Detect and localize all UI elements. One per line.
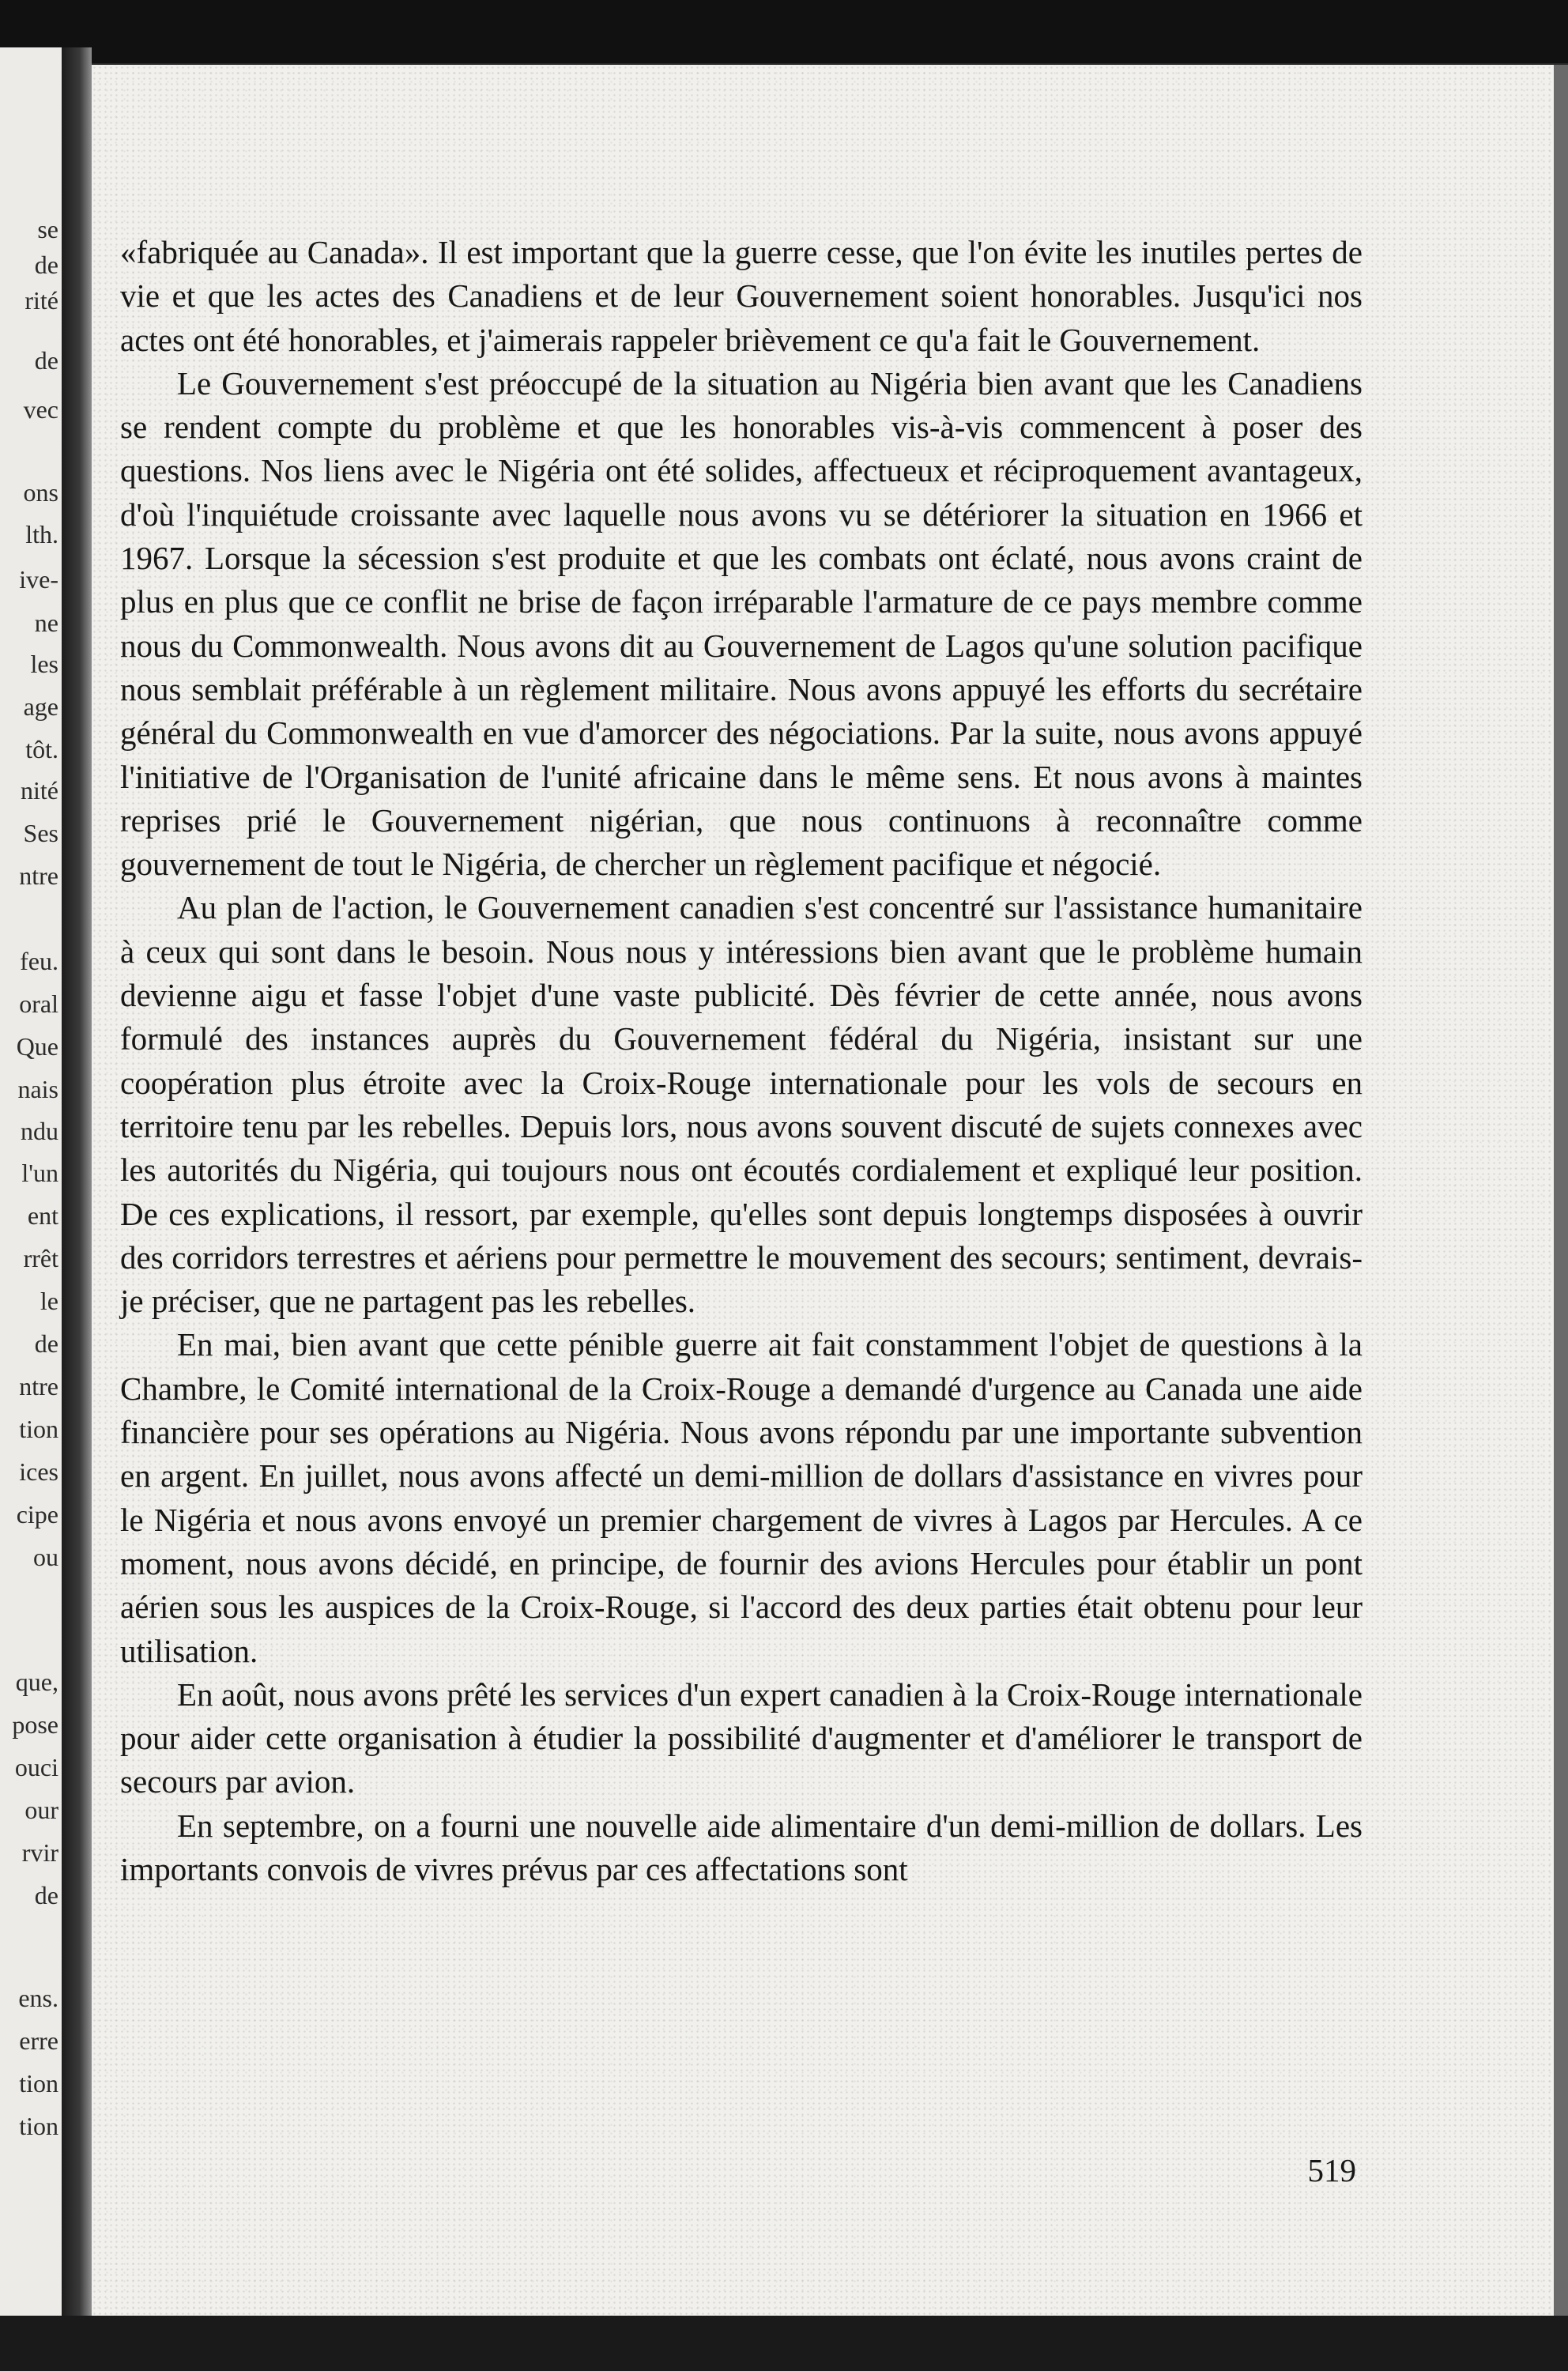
scanner-border-top	[0, 0, 1568, 63]
facing-page-fragment	[0, 47, 62, 2324]
facing-text-fragment: ouci	[14, 1753, 58, 1781]
book-gutter-shadow	[62, 47, 92, 2324]
facing-text-fragment: de	[34, 1881, 58, 1909]
facing-text-fragment: erre	[19, 2026, 58, 2055]
facing-text-fragment: ons	[23, 478, 58, 507]
facing-text-fragment: de	[34, 346, 58, 375]
body-text	[120, 231, 1363, 1891]
facing-text-fragment: rrêt	[23, 1244, 58, 1272]
facing-text-fragment: les	[30, 650, 58, 678]
facing-text-fragment: ou	[33, 1543, 58, 1571]
page-right-edge	[1554, 65, 1568, 2317]
facing-text-fragment: feu.	[20, 947, 58, 975]
facing-text-fragment: ens.	[18, 1984, 58, 2012]
facing-text-fragment: tion	[19, 2112, 58, 2140]
facing-text-fragment: ne	[34, 609, 58, 637]
facing-text-fragment: tôt.	[25, 735, 58, 763]
facing-text-fragment: ndu	[21, 1117, 58, 1145]
paragraph: En mai, bien avant que cette pénible guerre ait fait constamment l'objet de questions à la Chambre, le Comité international de la Croix-Rouge a demandé d'urgence au Canada une aide financière pour ses opérations au Nigéria. Nous avons répondu par une importante subvention en argent. En juillet, nous avons affecté un demi-million de dollars d'assistance en vivres pour le Nigéria et nous avons envoyé un premier chargement de vivres à Lagos par Hercules. A ce moment, nous avons décidé, en principe, de fournir des avions Hercules pour établir un pont aérien sous les auspices de la Croix-Rouge, si l'accord des deux parties était obtenu pour leur utilisation.	[120, 1326, 1363, 1669]
facing-text-fragment: Ses	[23, 819, 58, 847]
paragraph: Le Gouvernement s'est préoccupé de la situation au Nigéria bien avant que les Canadiens se rendent compte du problème et que les honorables vis-à-vis commencent à poser des questions. Nos liens avec le Nigéria ont été solides, affectueux et réciproquement avantageux, d'où l'inquiétude croissante avec laquelle nous avons vu se détériorer la situation en 1966 et 1967. Lorsque la sécession s'est produite et que les combats ont éclaté, nous avons craint de plus en plus que ce conflit ne brise de façon irréparable l'armature de ce pays membre comme nous du Commonwealth. Nous avons dit au Gouvernement de Lagos qu'une solution pacifique nous semblait préférable à un règlement militaire. Nous avons appuyé les efforts du secrétaire général du Commonwealth en vue d'amorcer des négociations. Par la suite, nous avons appuyé l'initiative de l'Organisation de l'unité africaine dans le même sens. Et nous avons à maintes reprises prié le Gouvernement nigérian, que nous continuons à reconnaître comme gouvernement de tout le Nigéria, de chercher un règlement pacifique et négocié.	[120, 364, 1363, 883]
facing-text-fragment: pose	[12, 1710, 58, 1739]
facing-text-fragment: ent	[27, 1201, 58, 1230]
facing-text-fragment: ntre	[19, 1372, 58, 1400]
facing-text-fragment: ive-	[19, 565, 58, 594]
facing-text-fragment: age	[23, 692, 58, 721]
facing-text-fragment: le	[40, 1287, 58, 1315]
facing-text-fragment: vec	[23, 395, 58, 424]
paragraph: En août, nous avons prêté les services d'un expert canadien à la Croix-Rouge internationale pour aider cette organisation à étudier la possibilité d'augmenter et d'améliorer le transport de secours par avion.	[120, 1676, 1363, 1800]
facing-text-fragment: que,	[15, 1668, 58, 1696]
facing-text-fragment: nité	[21, 776, 58, 805]
facing-text-fragment: our	[24, 1796, 58, 1824]
facing-text-fragment: tion	[19, 1415, 58, 1443]
paragraph: En septembre, on a fourni une nouvelle aide alimentaire d'un demi-million de dollars. Les importants convois de vivres prévus par ces affectations sont	[120, 1807, 1363, 1887]
paragraph: Au plan de l'action, le Gouvernement canadien s'est concentré sur l'assistance humanitaire à ceux qui sont dans le besoin. Nous nous y intéressions bien avant que le problème humain devienne aigu et fasse l'objet d'une vaste publicité. Dès février de cette année, nous avons formulé des instances auprès du Gouvernement fédéral du Nigéria, insistant sur une coopération plus étroite avec la Croix-Rouge internationale pour les vols de secours en territoire tenu par les rebelles. Depuis lors, nous avons souvent discuté de sujets connexes avec les autorités du Nigéria, qui toujours nous ont écoutés cordialement et expliqué leur position. De ces explications, il ressort, par exemple, qu'elles sont depuis longtemps disposées à ouvrir des corridors terrestres et aériens pour permettre le mouvement des secours; sentiment, devrais-je préciser, que ne partagent pas les rebelles.	[120, 889, 1363, 1320]
facing-text-fragment: oral	[19, 989, 58, 1018]
facing-text-fragment: rité	[24, 286, 58, 315]
facing-text-fragment: ntre	[19, 861, 58, 890]
book-page	[92, 65, 1554, 2317]
scanner-border-bottom	[0, 2316, 1568, 2371]
facing-text-fragment: cipe	[16, 1500, 58, 1529]
facing-text-fragment: de	[34, 1329, 58, 1358]
facing-text-fragment: tion	[19, 2069, 58, 2098]
facing-text-fragment: ices	[19, 1457, 58, 1486]
paragraph: «fabriquée au Canada». Il est important que la guerre cesse, que l'on évite les inutiles pertes de vie et que les actes des Canadiens et de leur Gouvernement soient honorables. Jusqu'ici nos actes ont été honorables, et j'aimerais rappeler brièvement ce qu'a fait le Gouvernement.	[120, 234, 1363, 358]
facing-text-fragment: lth.	[25, 520, 58, 548]
facing-text-fragment: de	[34, 251, 58, 279]
page-number: 519	[1307, 2152, 1356, 2188]
facing-text-fragment: rvir	[21, 1838, 58, 1867]
facing-text-fragment: Que	[16, 1032, 58, 1061]
facing-text-fragment: se	[37, 215, 58, 243]
facing-text-fragment: nais	[17, 1075, 58, 1103]
facing-text-fragment: l'un	[21, 1159, 58, 1187]
